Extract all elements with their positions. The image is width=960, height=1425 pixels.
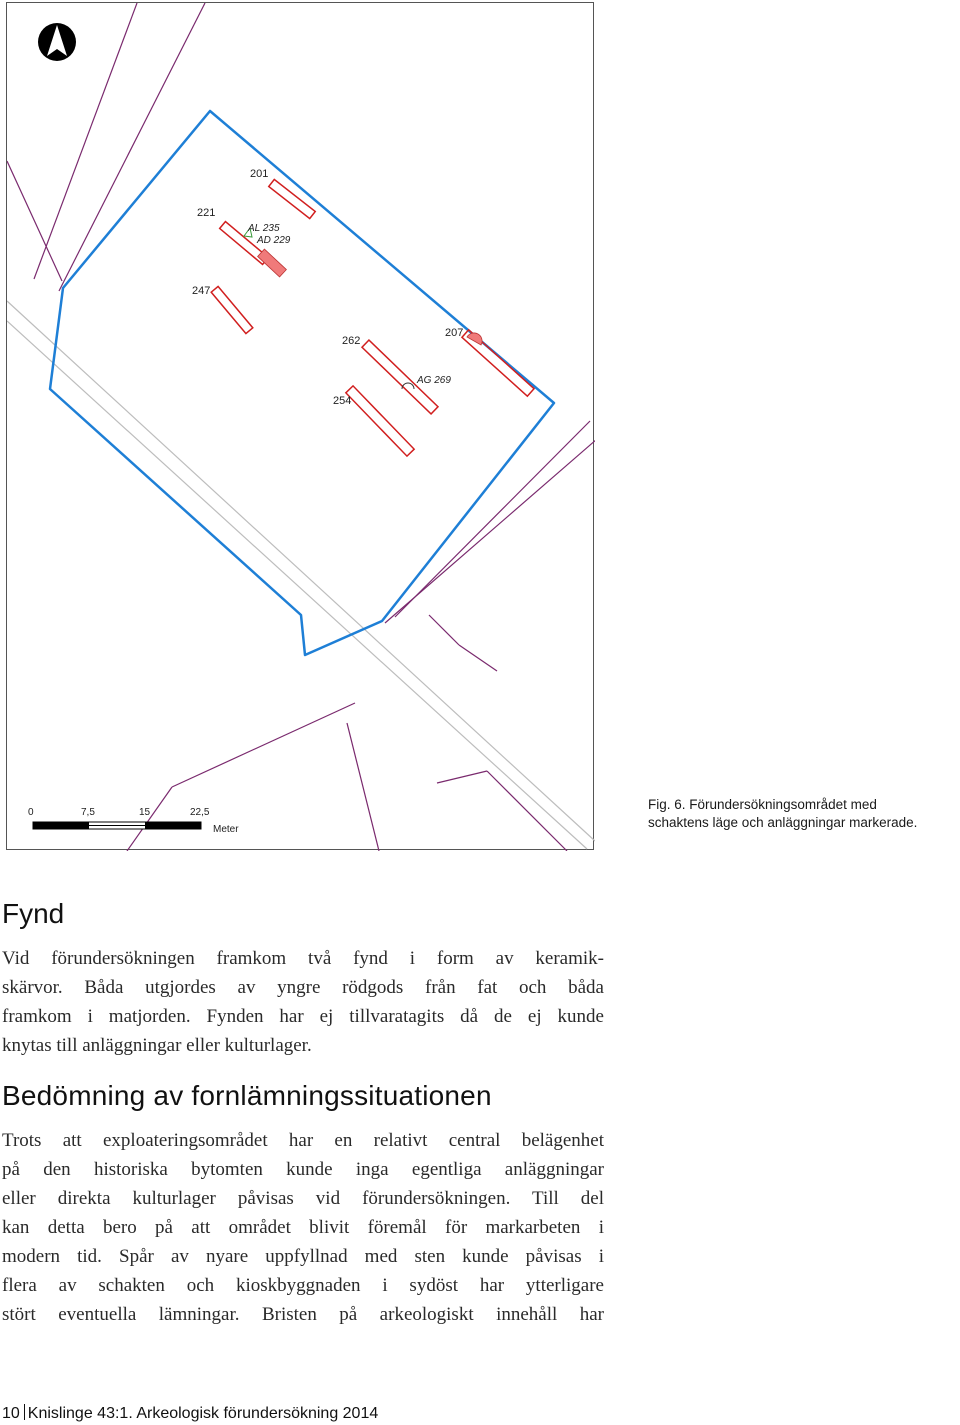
features xyxy=(244,228,482,389)
trench-247 xyxy=(211,286,253,333)
trench-201 xyxy=(269,179,316,218)
footer-text: Knislinge 43:1. Arkeologisk förundersökning 2014 xyxy=(27,1405,379,1422)
label-254: 254 xyxy=(333,395,352,407)
heading-fynd: Fynd xyxy=(2,898,65,929)
page-number: 10 xyxy=(2,1405,20,1422)
map-labels xyxy=(192,168,463,407)
svg-text:7,5: 7,5 xyxy=(81,807,95,818)
label-ad-229: AD 229 xyxy=(257,235,291,246)
scale-bar xyxy=(28,807,239,835)
svg-text:0: 0 xyxy=(28,807,34,818)
text-line: kan detta bero på att området blivit föremål för markarbeten i xyxy=(2,1217,604,1238)
text-line: modern tid. Spår av nyare uppfyllnad med sten kunde påvisas i xyxy=(2,1246,604,1267)
caption-line-2: schaktens läge och anläggningar markerade. xyxy=(648,815,918,830)
road xyxy=(7,301,595,849)
trench-254 xyxy=(346,386,414,456)
label-ag-269: AG 269 xyxy=(417,375,451,386)
label-207: 207 xyxy=(445,327,464,339)
label-262: 262 xyxy=(342,335,361,347)
text-line: skärvor. Båda utgjordes av yngre rödgods från fat och båda xyxy=(2,977,604,998)
paragraph-bedomning xyxy=(2,1126,604,1329)
map-graphic xyxy=(7,3,595,851)
heading-bedomning: Bedömning av fornlämningssituationen xyxy=(2,1080,492,1111)
text-line: eller direkta kulturlager påvisas vid förundersökningen. Till del xyxy=(2,1188,604,1209)
paragraph-fynd xyxy=(2,944,604,1060)
text-line: Vid förundersökningen framkom två fynd i form av keramik- xyxy=(2,948,604,969)
label-247: 247 xyxy=(192,285,211,297)
label-al-235: AL 235 xyxy=(248,223,280,234)
trenches xyxy=(211,179,534,456)
caption-line-1: Fig. 6. Förundersökningsområdet med xyxy=(648,797,877,812)
label-221: 221 xyxy=(197,207,216,219)
text-line: knytas till anläggningar eller kulturlager. xyxy=(2,1035,312,1056)
project-boundary xyxy=(50,111,554,655)
label-201: 201 xyxy=(250,168,269,180)
figure-caption xyxy=(648,796,958,832)
north-arrow-icon xyxy=(38,23,76,61)
text-line: framkom i matjorden. Fynden har ej tillvaratagits då de ej kunde xyxy=(2,1006,604,1027)
footer-divider xyxy=(24,1404,25,1420)
page-footer xyxy=(2,1404,378,1423)
text-line: Trots att exploateringsområdet har en relativt central belägenhet xyxy=(2,1130,604,1151)
text-line: på den historiska bytomten kunde inga egentliga anläggningar xyxy=(2,1159,604,1180)
text-line: flera av schakten och kioskbyggnaden i sydöst har ytterligare xyxy=(2,1275,604,1296)
site-map xyxy=(6,2,594,850)
svg-text:15: 15 xyxy=(139,807,151,818)
svg-text:22,5: 22,5 xyxy=(190,807,210,818)
svg-text:Meter: Meter xyxy=(213,824,239,835)
text-line: stört eventuella lämningar. Bristen på arkeologiskt innehåll har xyxy=(2,1304,604,1325)
property-lines xyxy=(7,3,595,851)
